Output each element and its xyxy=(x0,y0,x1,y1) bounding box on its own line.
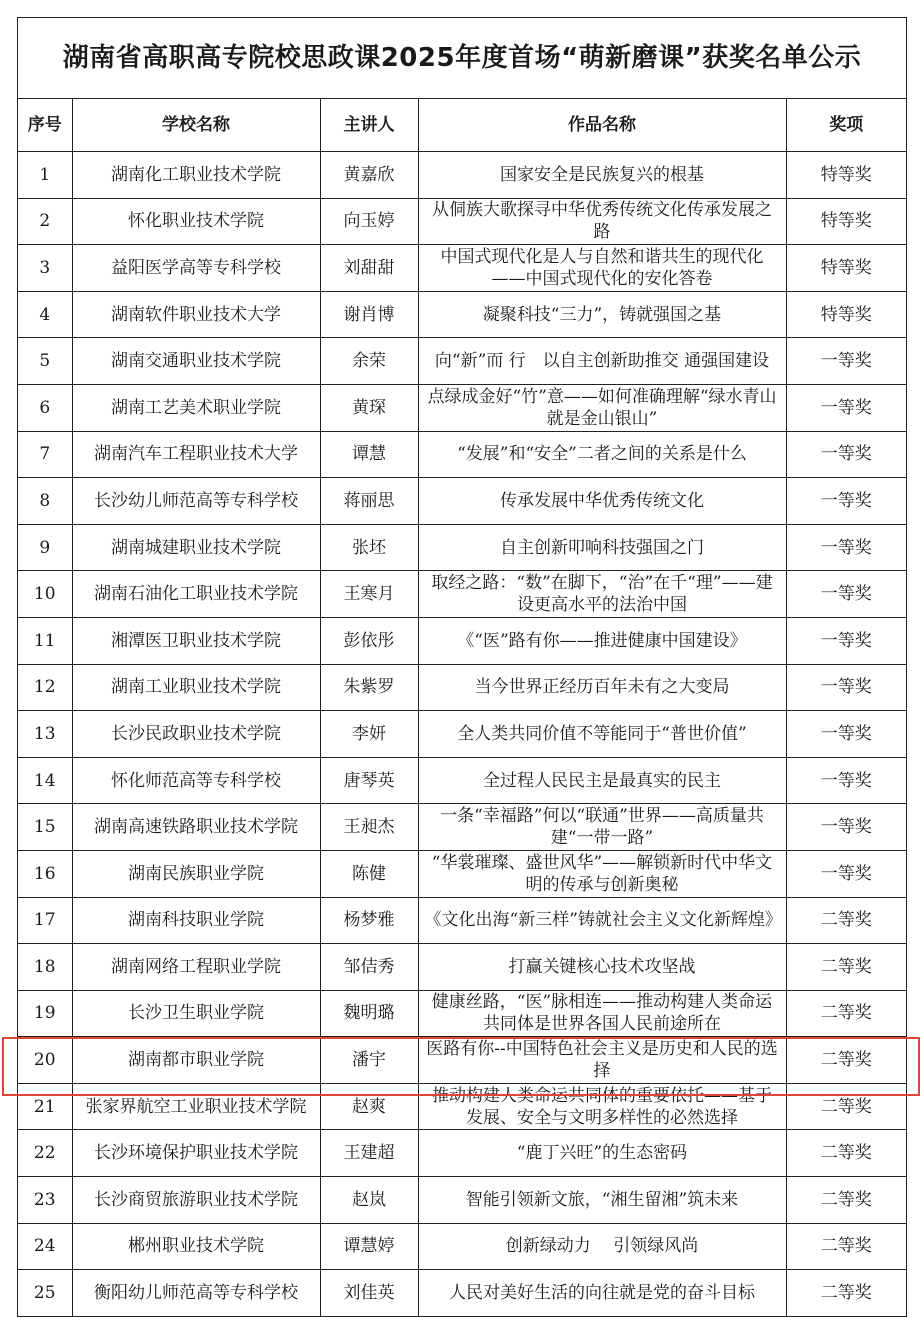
cell-work: 取经之路：“数”在脚下，“治”在千“理”——建设更高水平的法治中国 xyxy=(418,571,786,618)
cell-no: 7 xyxy=(18,431,72,478)
cell-no: 22 xyxy=(18,1130,72,1177)
award-list-sheet xyxy=(17,17,907,1317)
cell-work: 医路有你--中国特色社会主义是历史和人民的选择 xyxy=(418,1037,786,1084)
table-row xyxy=(18,850,906,897)
cell-work: “华裳璀璨、盛世风华”——解锁新时代中华文明的传承与创新奥秘 xyxy=(418,850,786,897)
cell-award: 一等奖 xyxy=(786,664,906,711)
cell-work: 《“医”路有你——推进健康中国建设》 xyxy=(418,617,786,664)
cell-work: 中国式现代化是人与自然和谐共生的现代化——中国式现代化的安化答卷 xyxy=(418,245,786,292)
cell-award: 一等奖 xyxy=(786,617,906,664)
header-work: 作品名称 xyxy=(418,99,786,152)
cell-work: 人民对美好生活的向往就是党的奋斗目标 xyxy=(418,1270,786,1317)
cell-speaker: 张坯 xyxy=(320,524,418,571)
table-body xyxy=(18,152,906,1317)
cell-award: 二等奖 xyxy=(786,1037,906,1084)
table-row xyxy=(18,757,906,804)
cell-award: 特等奖 xyxy=(786,198,906,245)
cell-speaker: 谢肖博 xyxy=(320,291,418,338)
cell-school: 长沙商贸旅游职业技术学院 xyxy=(72,1177,320,1224)
cell-speaker: 王寒月 xyxy=(320,571,418,618)
cell-speaker: 蒋丽思 xyxy=(320,478,418,525)
table-row xyxy=(18,897,906,944)
table-row xyxy=(18,1037,906,1084)
cell-no: 10 xyxy=(18,571,72,618)
cell-speaker: 王建超 xyxy=(320,1130,418,1177)
cell-school: 湖南民族职业学院 xyxy=(72,850,320,897)
cell-school: 长沙民政职业技术学院 xyxy=(72,711,320,758)
cell-no: 8 xyxy=(18,478,72,525)
cell-award: 一等奖 xyxy=(786,571,906,618)
table-row xyxy=(18,571,906,618)
cell-speaker: 魏明璐 xyxy=(320,990,418,1037)
cell-no: 1 xyxy=(18,152,72,199)
cell-award: 二等奖 xyxy=(786,1270,906,1317)
cell-work: 全人类共同价值不等能同于“普世价值” xyxy=(418,711,786,758)
cell-school: 湘潭医卫职业技术学院 xyxy=(72,617,320,664)
cell-work: 智能引领新文旅，“湘生留湘”筑未来 xyxy=(418,1177,786,1224)
cell-school: 湖南城建职业技术学院 xyxy=(72,524,320,571)
cell-work: 向“新”而 行 以自主创新助推交 通强国建设 xyxy=(418,338,786,385)
cell-work: “鹿丁兴旺”的生态密码 xyxy=(418,1130,786,1177)
table-row xyxy=(18,944,906,991)
cell-school: 湖南工业职业技术学院 xyxy=(72,664,320,711)
cell-no: 18 xyxy=(18,944,72,991)
cell-award: 一等奖 xyxy=(786,711,906,758)
table-row xyxy=(18,152,906,199)
cell-school: 湖南网络工程职业学院 xyxy=(72,944,320,991)
table-row xyxy=(18,664,906,711)
award-table xyxy=(18,99,906,1317)
cell-speaker: 潘宇 xyxy=(320,1037,418,1084)
table-row xyxy=(18,431,906,478)
cell-award: 一等奖 xyxy=(786,524,906,571)
cell-award: 二等奖 xyxy=(786,990,906,1037)
cell-school: 湖南化工职业技术学院 xyxy=(72,152,320,199)
cell-work: 自主创新叩响科技强国之门 xyxy=(418,524,786,571)
cell-work: “发展”和“安全”二者之间的关系是什么 xyxy=(418,431,786,478)
cell-no: 13 xyxy=(18,711,72,758)
cell-no: 6 xyxy=(18,384,72,431)
header-school: 学校名称 xyxy=(72,99,320,152)
cell-award: 一等奖 xyxy=(786,478,906,525)
cell-speaker: 王昶杰 xyxy=(320,804,418,851)
table-row xyxy=(18,198,906,245)
cell-speaker: 唐琴英 xyxy=(320,757,418,804)
table-row xyxy=(18,1083,906,1130)
cell-speaker: 谭慧 xyxy=(320,431,418,478)
cell-work: 《文化出海“新三样”铸就社会主义文化新辉煌》 xyxy=(418,897,786,944)
cell-work: 全过程人民民主是最真实的民主 xyxy=(418,757,786,804)
table-row xyxy=(18,1223,906,1270)
cell-award: 二等奖 xyxy=(786,1223,906,1270)
cell-no: 15 xyxy=(18,804,72,851)
cell-work: 健康丝路，“医”脉相连——推动构建人类命运共同体是世界各国人民前途所在 xyxy=(418,990,786,1037)
cell-award: 一等奖 xyxy=(786,757,906,804)
cell-speaker: 余荣 xyxy=(320,338,418,385)
cell-school: 湖南高速铁路职业技术学院 xyxy=(72,804,320,851)
table-row xyxy=(18,1177,906,1224)
cell-school: 湖南软件职业技术大学 xyxy=(72,291,320,338)
table-row xyxy=(18,245,906,292)
cell-work: 当今世界正经历百年未有之大变局 xyxy=(418,664,786,711)
cell-school: 湖南汽车工程职业技术大学 xyxy=(72,431,320,478)
cell-school: 湖南交通职业技术学院 xyxy=(72,338,320,385)
cell-work: 点绿成金好“竹”意——如何准确理解“绿水青山就是金山银山” xyxy=(418,384,786,431)
cell-school: 怀化职业技术学院 xyxy=(72,198,320,245)
cell-work: 一条“幸福路”何以“联通”世界——高质量共建“一带一路” xyxy=(418,804,786,851)
cell-no: 12 xyxy=(18,664,72,711)
cell-no: 2 xyxy=(18,198,72,245)
cell-speaker: 陈健 xyxy=(320,850,418,897)
cell-work: 传承发展中华优秀传统文化 xyxy=(418,478,786,525)
cell-work: 打赢关键核心技术攻坚战 xyxy=(418,944,786,991)
cell-school: 衡阳幼儿师范高等专科学校 xyxy=(72,1270,320,1317)
cell-speaker: 黄琛 xyxy=(320,384,418,431)
header-no: 序号 xyxy=(18,99,72,152)
cell-work: 国家安全是民族复兴的根基 xyxy=(418,152,786,199)
cell-no: 16 xyxy=(18,850,72,897)
cell-award: 一等奖 xyxy=(786,850,906,897)
cell-award: 一等奖 xyxy=(786,431,906,478)
header-award: 奖项 xyxy=(786,99,906,152)
cell-award: 特等奖 xyxy=(786,291,906,338)
cell-award: 一等奖 xyxy=(786,384,906,431)
cell-speaker: 谭慧婷 xyxy=(320,1223,418,1270)
cell-award: 二等奖 xyxy=(786,944,906,991)
cell-no: 21 xyxy=(18,1083,72,1130)
cell-award: 二等奖 xyxy=(786,897,906,944)
table-row xyxy=(18,1270,906,1317)
cell-school: 长沙幼儿师范高等专科学校 xyxy=(72,478,320,525)
cell-award: 二等奖 xyxy=(786,1083,906,1130)
cell-work: 创新绿动力 引领绿风尚 xyxy=(418,1223,786,1270)
cell-speaker: 刘佳英 xyxy=(320,1270,418,1317)
cell-award: 特等奖 xyxy=(786,152,906,199)
table-row xyxy=(18,291,906,338)
cell-work: 凝聚科技“三力”，铸就强国之基 xyxy=(418,291,786,338)
cell-work: 从侗族大歌探寻中华优秀传统文化传承发展之路 xyxy=(418,198,786,245)
cell-no: 11 xyxy=(18,617,72,664)
cell-school: 湖南科技职业学院 xyxy=(72,897,320,944)
cell-school: 湖南工艺美术职业学院 xyxy=(72,384,320,431)
cell-no: 4 xyxy=(18,291,72,338)
table-row xyxy=(18,990,906,1037)
table-row xyxy=(18,338,906,385)
cell-no: 3 xyxy=(18,245,72,292)
cell-speaker: 邹佶秀 xyxy=(320,944,418,991)
header-speaker: 主讲人 xyxy=(320,99,418,152)
cell-speaker: 彭依彤 xyxy=(320,617,418,664)
cell-no: 5 xyxy=(18,338,72,385)
table-row xyxy=(18,384,906,431)
cell-no: 9 xyxy=(18,524,72,571)
cell-award: 二等奖 xyxy=(786,1130,906,1177)
cell-speaker: 朱紫罗 xyxy=(320,664,418,711)
cell-award: 二等奖 xyxy=(786,1177,906,1224)
table-row xyxy=(18,1130,906,1177)
cell-speaker: 杨梦雅 xyxy=(320,897,418,944)
table-row xyxy=(18,617,906,664)
cell-no: 14 xyxy=(18,757,72,804)
page-title: 湖南省高职高专院校思政课2025年度首场“萌新磨课”获奖名单公示 xyxy=(18,18,906,99)
cell-school: 湖南都市职业学院 xyxy=(72,1037,320,1084)
cell-speaker: 向玉婷 xyxy=(320,198,418,245)
cell-school: 长沙卫生职业学院 xyxy=(72,990,320,1037)
cell-no: 20 xyxy=(18,1037,72,1084)
cell-no: 23 xyxy=(18,1177,72,1224)
cell-speaker: 李妍 xyxy=(320,711,418,758)
cell-speaker: 赵爽 xyxy=(320,1083,418,1130)
cell-speaker: 黄嘉欣 xyxy=(320,152,418,199)
cell-speaker: 刘甜甜 xyxy=(320,245,418,292)
cell-no: 19 xyxy=(18,990,72,1037)
cell-school: 郴州职业技术学院 xyxy=(72,1223,320,1270)
cell-no: 17 xyxy=(18,897,72,944)
cell-no: 25 xyxy=(18,1270,72,1317)
cell-work: 推动构建人类命运共同体的重要依托——基于发展、安全与文明多样性的必然选择 xyxy=(418,1083,786,1130)
table-row xyxy=(18,711,906,758)
cell-school: 张家界航空工业职业技术学院 xyxy=(72,1083,320,1130)
cell-school: 怀化师范高等专科学校 xyxy=(72,757,320,804)
table-row xyxy=(18,804,906,851)
cell-speaker: 赵岚 xyxy=(320,1177,418,1224)
cell-school: 湖南石油化工职业技术学院 xyxy=(72,571,320,618)
cell-award: 特等奖 xyxy=(786,245,906,292)
cell-award: 一等奖 xyxy=(786,338,906,385)
table-row xyxy=(18,478,906,525)
cell-school: 益阳医学高等专科学校 xyxy=(72,245,320,292)
cell-no: 24 xyxy=(18,1223,72,1270)
table-row xyxy=(18,524,906,571)
cell-school: 长沙环境保护职业技术学院 xyxy=(72,1130,320,1177)
cell-award: 一等奖 xyxy=(786,804,906,851)
table-header-row xyxy=(18,99,906,152)
